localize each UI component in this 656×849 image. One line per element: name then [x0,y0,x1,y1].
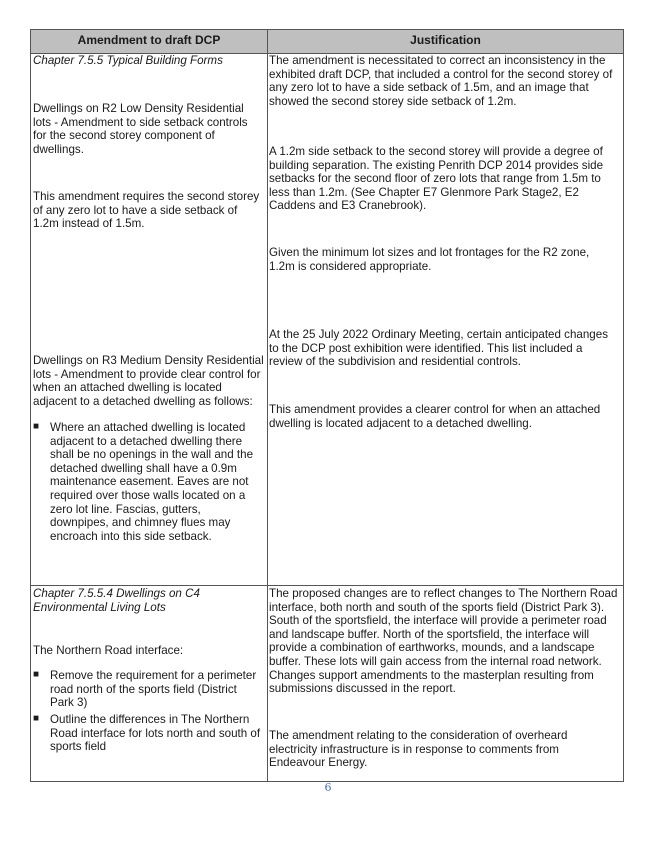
row2-left-para1: The Northern Road interface: [33,644,184,657]
row2-left-bullet2: Outline the differences in The Northern Road interface for lots north and south of sports field [50,713,261,754]
bullet-marker: ■ [33,421,40,432]
table-header [31,30,623,54]
row2-left-bullet1: Remove the requirement for a perimeter road north of the sports field (District Park 3) [50,669,257,710]
page-number: 6 [324,781,332,794]
header-justification: Justification [410,33,481,47]
row1-right-para3: Given the minimum lot sizes and lot frontages for the R2 zone, 1.2m is considered appropriate. [269,246,590,273]
row1-right-para4: At the 25 July 2022 Ordinary Meeting, certain anticipated changes to the DCP post exhibition were identified. This list included a review of the subdivision and residential controls. [269,328,608,369]
amendments-table [30,29,624,782]
row2-chapter-heading: Chapter 7.5.5.4 Dwellings on C4 Environmental Living Lots [33,587,200,614]
header-amendment: Amendment to draft DCP [77,33,221,47]
row1-left-bullet1: Where an attached dwelling is located adjacent to a detached dwelling there shall be no openings in the wall and the detached dwelling shall have a 0.9m maintenance easement. Eaves are not required over those walls located on a zero lot line. Fascias, gutters, downpipes, and chimney flues may encroach into this side setback. [50,421,254,543]
row1-left-para1: Dwellings on R2 Low Density Residential lots - Amendment to side setback controls for the second storey component of dwellings. [33,102,248,156]
row1-right-para5: This amendment provides a clearer control for when an attached dwelling is located adjacent to a detached dwelling. [269,403,601,430]
row1-left-para3: Dwellings on R3 Medium Density Residential lots - Amendment to provide clear control for when an attached dwelling is located adjacent to a detached dwelling as follows: [33,354,264,408]
row1-chapter-heading: Chapter 7.5.5 Typical Building Forms [33,54,223,67]
row1-right-para1: The amendment is necessitated to correct an inconsistency in the exhibited draft DCP, that included a control for the second storey of any zero lot to have a side setback of 1.5m, and an image that showed the second storey side setback of 1.2m. [269,54,613,108]
row-divider [31,585,623,586]
bullet-marker: ■ [33,713,40,724]
row2-right-para1: The proposed changes are to reflect changes to The Northern Road interface, both north and south of the sports field (District Park 3). South of the sportsfield, the interface will provide a perimeter road and landscape buffer. North of the sportsfield, the interface will provide a combination of earthworks, mounds, and a landscape buffer. These lots will gain access from the internal road network. Changes support amendments to the masterplan resulting from submissions discussed in the report. [269,587,618,696]
column-divider [267,30,268,781]
bullet-marker: ■ [33,669,40,680]
row1-right-para2: A 1.2m side setback to the second storey will provide a degree of building separation. The existing Penrith DCP 2014 provides side setbacks for the second floor of zero lots that range from 1.5m to less than 1.2m. (See Chapter E7 Glenmore Park Stage2, E2 Caddens and E3 Cranebrook). [269,145,604,213]
row1-left-para2: This amendment requires the second storey of any zero lot to have a side setback of 1.2m instead of 1.5m. [33,190,260,231]
row2-right-para2: The amendment relating to the consideration of overheard electricity infrastructure is in response to comments from Endeavour Energy. [269,729,568,770]
